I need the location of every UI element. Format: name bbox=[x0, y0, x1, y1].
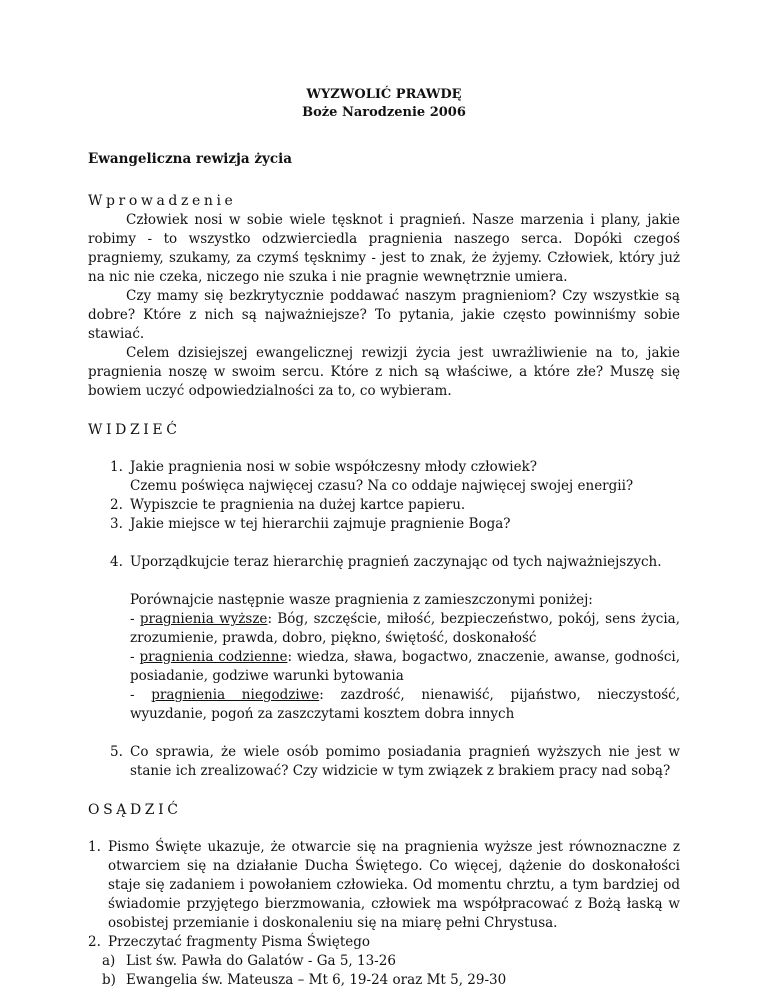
list-text: Czemu poświęca najwięcej czasu? Na co oddaje najwięcej swojej energii? bbox=[130, 478, 634, 494]
list-text: Przeczytać fragmenty Pisma Świętego bbox=[108, 934, 370, 950]
list-text: Jakie pragnienia nosi w sobie współczesny młody człowiek? bbox=[130, 459, 538, 475]
compare-intro: Porównajcie następnie wasze pragnienia z zamieszczonymi poniżej: bbox=[130, 592, 593, 608]
intro-paragraph: Celem dzisiejszej ewangelicznej rewizji życia jest uwrażliwienie na to, jakie pragnienia noszę w swoim sercu. Które z nich są właściwe, a które złe? Muszę się bowiem uczyć odpowiedzialności za to, co wybieram. bbox=[88, 345, 680, 399]
list-item bbox=[110, 515, 680, 534]
sub-list-item bbox=[88, 952, 680, 971]
sub-list-text: Ewangelia św. Mateusza – Mt 6, 19-24 oraz Mt 5, 29-30 bbox=[126, 972, 507, 988]
list-item bbox=[110, 743, 680, 781]
list-item bbox=[88, 933, 680, 952]
category-name: pragnienia codzienne bbox=[139, 649, 288, 665]
list-text: Pismo Święte ukazuje, że otwarcie się na pragnienia wyższe jest równoznaczne z otwarciem się na działanie Ducha Świętego. Co więcej, dążenie do doskonałości staje się zadaniem i powołaniem człowieka. Od momentu chrztu, a tym bardziej od świadomie przyjętego bierzmowania, człowiek ma współpracować z Bożą łaską w osobistej przemianie i doskonaleniu się na miarę pełni Chrystusa. bbox=[108, 839, 680, 931]
list-text: Jakie miejsce w tej hierarchii zajmuje pragnienie Boga? bbox=[130, 516, 511, 532]
list-number: 1. bbox=[88, 839, 101, 855]
intro-paragraph: Czy mamy się bezkrytycznie poddawać naszym pragnieniom? Czy wszystkie są dobre? Które z nich są najważniejsze? To pytania, jakie często powinniśmy sobie stawiać. bbox=[88, 288, 680, 342]
category-niegodziwe: - pragnienia niegodziwe: zazdrość, nienawiść, pijaństwo, nieczystość, wyuzdanie, pogoń za zaszczytami kosztem dobra innych bbox=[130, 687, 680, 722]
document-page bbox=[88, 86, 680, 990]
sub-list-text: List św. Pawła do Galatów - Ga 5, 13-26 bbox=[126, 953, 396, 969]
list-item bbox=[110, 458, 680, 496]
section-title: Ewangeliczna rewizja życia bbox=[88, 151, 292, 167]
sub-list-item bbox=[88, 971, 680, 990]
widziec-heading: WIDZIEĆ bbox=[88, 422, 181, 438]
list-item bbox=[110, 553, 680, 572]
osadzic-heading: OSĄDZIĆ bbox=[88, 802, 182, 818]
category-wyzsze: - pragnienia wyższe: Bóg, szczęście, miłość, bezpieczeństwo, pokój, sens życia, zrozumienie, prawda, dobro, piękno, świętość, doskonałość bbox=[130, 611, 680, 646]
list-text: Wypiszcie te pragnienia na dużej kartce papieru. bbox=[130, 497, 466, 513]
list-item bbox=[110, 496, 680, 515]
intro-heading: Wprowadzenie bbox=[88, 193, 237, 209]
sub-list-letter: b) bbox=[102, 972, 116, 988]
sub-list-letter: a) bbox=[102, 953, 116, 969]
list-item bbox=[88, 838, 680, 933]
widziec-list bbox=[110, 458, 680, 781]
list-number: 4. bbox=[110, 554, 123, 570]
category-codzienne: - pragnienia codzienne: wiedza, sława, bogactwo, znaczenie, awanse, godności, posiadanie, godziwe warunki bytowania bbox=[130, 649, 680, 684]
category-name: pragnienia niegodziwe bbox=[151, 687, 320, 703]
list-text: Uporządkujcie teraz hierarchię pragnień zaczynając od tych najważniejszych. bbox=[130, 554, 662, 570]
list-number: 5. bbox=[110, 744, 123, 760]
category-name: pragnienia wyższe bbox=[139, 611, 268, 627]
list-number: 2. bbox=[88, 934, 101, 950]
list-number: 1. bbox=[110, 459, 123, 475]
compare-block bbox=[110, 591, 680, 724]
intro-paragraph: Człowiek nosi w sobie wiele tęsknot i pragnień. Nasze marzenia i plany, jakie robimy - to wszystko odzwierciedla pragnienia naszego serca. Dopóki czegoś pragniemy, szukamy, za czymś tęsknimy - jest to znak, że żyjemy. Człowiek, który już na nic nie czeka, niczego nie szuka i nie pragnie wewnętrznie umiera. bbox=[88, 212, 680, 285]
document-subtitle: Boże Narodzenie 2006 bbox=[302, 105, 466, 120]
document-title: WYZWOLIĆ PRAWDĘ bbox=[306, 87, 462, 102]
list-number: 3. bbox=[110, 516, 123, 532]
list-text: Co sprawia, że wiele osób pomimo posiadania pragnień wyższych nie jest w stanie ich zrealizować? Czy widzicie w tym związek z brakiem pracy nad sobą? bbox=[130, 744, 680, 779]
osadzic-list bbox=[88, 838, 680, 990]
list-number: 2. bbox=[110, 497, 123, 513]
